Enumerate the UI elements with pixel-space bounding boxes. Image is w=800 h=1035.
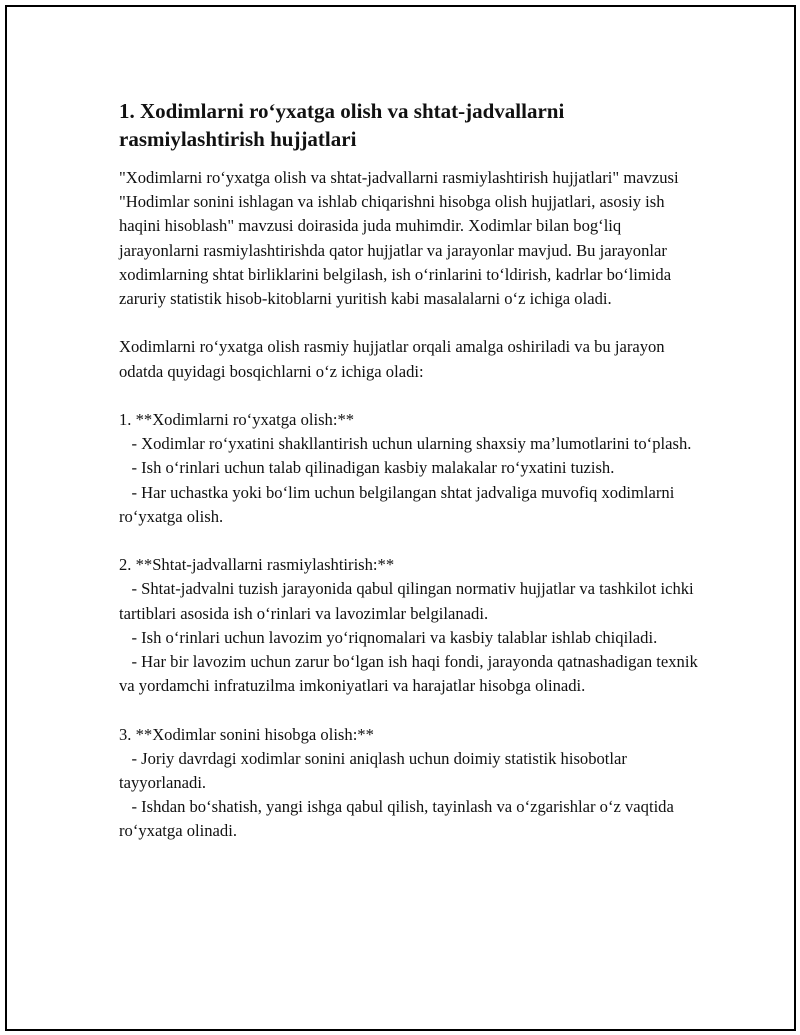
lead-paragraph: Xodimlarni ro‘yxatga olish rasmiy hujjatlar orqali amalga oshiriladi va bu jarayon odatda quyidagi bosqichlarni o‘z ichiga oladi: [119, 337, 665, 381]
section-heading: 2. **Shtat-jadvallarni rasmiylashtirish:** [119, 555, 395, 575]
list-item: - Ishdan bo‘shatish, yangi ishga qabul qilish, tayinlash va o‘zgarishlar o‘z vaqtida ro‘yxatga olinadi. [119, 797, 679, 841]
paragraph-gap [119, 311, 699, 335]
document-title: 1. Xodimlarni ro‘yxatga olish va shtat-jadvallarni rasmiylashtirish hujjatlari [119, 99, 565, 151]
paragraph-gap [119, 529, 699, 553]
list-item: - Xodimlar ro‘yxatini shakllantirish uchun ularning shaxsiy ma’lumotlarini to‘plash. [119, 434, 692, 454]
list-item: - Ish o‘rinlari uchun talab qilinadigan kasbiy malakalar ro‘yxatini tuzish. [119, 458, 615, 478]
section-1 [119, 408, 699, 529]
list-item: - Joriy davrdagi xodimlar sonini aniqlash uchun doimiy statistik hisobotlar tayyorlanadi. [119, 748, 632, 793]
list-item: - Har uchastka yoki bo‘lim uchun belgilangan shtat jadvaliga muvofiq xodimlarni ro‘yxatga olish. [119, 482, 679, 526]
paragraph-gap [119, 384, 699, 408]
section-heading: 3. **Xodimlar sonini hisobga olish:** [119, 724, 374, 744]
list-item: - Ish o‘rinlari uchun lavozim yo‘riqnomalari va kasbiy talablar ishlab chiqiladi. [119, 627, 658, 647]
list-item: - Har bir lavozim uchun zarur bo‘lgan ish haqi fondi, jarayonda qatnashadigan texnik va yordamchi infratuzilma imkoniyatlari va harajatlar hisobga olinadi. [119, 652, 702, 696]
intro-paragraph: "Xodimlarni ro‘yxatga olish va shtat-jadvallarni rasmiylashtirish hujjatlari" mavzusi "Hodimlar sonini ishlagan va ishlab chiqarishni hisobga olish hujjatlari, asosiy ish haqini hisoblash" mavzusi doirasida juda muhimdir. Xodimlar bilan bog‘liq jarayonlarni rasmiylashtirishda qator hujjatlar va jarayonlar mavjud. Bu jarayonlar xodimlarning shtat birliklarini belgilash, ish o‘rinlarini to‘ldirish, kadrlar bo‘limida zaruriy statistik hisob-kitoblarni yuritish kabi masalalarni o‘z ichiga oladi. [119, 168, 679, 309]
section-3 [119, 723, 699, 844]
section-heading: 1. **Xodimlarni ro‘yxatga olish:** [119, 410, 355, 429]
document-body [119, 97, 702, 844]
page-frame [5, 5, 796, 1031]
paragraph-gap [119, 698, 699, 722]
section-2 [119, 553, 702, 698]
list-item: - Shtat-jadvalni tuzish jarayonida qabul qilingan normativ hujjatlar va tashkilot ichki tartiblari asosida ish o‘rinlari va lavozimlar belgilanadi. [119, 579, 698, 623]
